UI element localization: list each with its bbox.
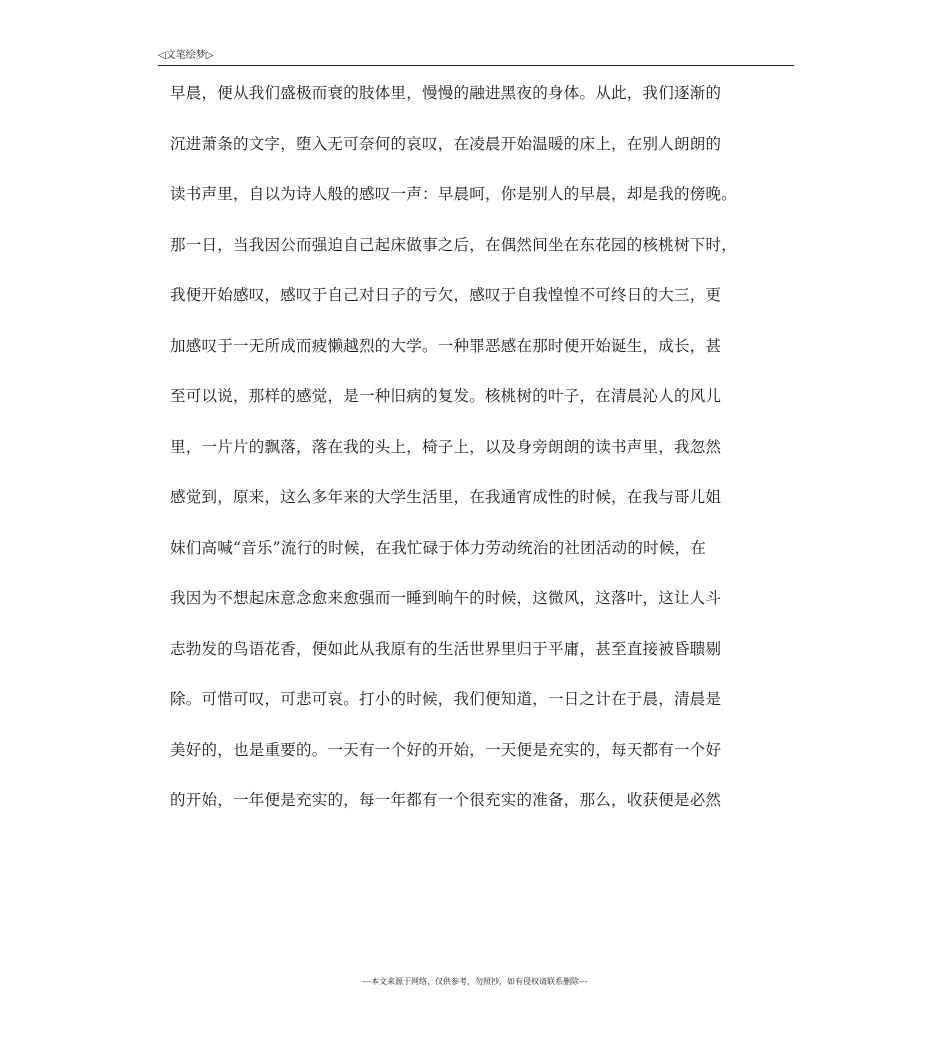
text-line: 里，一片片的飘落，落在我的头上，椅子上，以及身旁朗朗的读书声里，我忽然 (170, 437, 722, 456)
text-line: 我因为不想起床意念愈来愈强而一睡到晌午的时候，这微风，这落叶，这让人斗 (170, 589, 722, 607)
page-footer: ---本文来源于网络，仅供参考，勿照抄，如有侵权请联系删除--- (362, 977, 588, 986)
body-text (170, 80, 785, 838)
text-line: 的开始，一年便是充实的，每一年都有一个很充实的准备，那么，收获便是必然 (170, 791, 722, 809)
page-header (158, 50, 794, 68)
text-line: 妹们高喊“音乐”流行的时候，在我忙碌于体力劳动统治的社团活动的时候，在 (170, 538, 707, 557)
text-line: 读书声里，自以为诗人般的感叹一声：早晨呵，你是别人的早晨，却是我的傍晚。 (170, 185, 738, 203)
header-mark: ◁文笔绘梦▷ (158, 50, 214, 61)
text-line: 我便开始感叹，感叹于自己对日子的亏欠，感叹于自我惶惶不可终日的大三，更 (170, 286, 722, 304)
text-line: 感觉到，原来，这么多年来的大学生活里，在我通宵成性的时候，在我与哥儿姐 (170, 488, 722, 506)
text-line: 美好的，也是重要的。一天有一个好的开始，一天便是充实的，每天都有一个好 (170, 740, 722, 759)
header-rule (158, 65, 794, 66)
text-line: 那一日，当我因公而强迫自己起床做事之后，在偶然间坐在东花园的核桃树下时， (170, 235, 738, 254)
text-line: 沉进萧条的文字，堕入无可奈何的哀叹，在凌晨开始温暖的床上，在别人朗朗的 (170, 134, 722, 153)
text-line: 加感叹于一无所成而疲懒越烈的大学。一种罪恶感在那时便开始诞生，成长，甚 (170, 336, 722, 355)
text-line: 早晨，便从我们盛极而衰的肢体里，慢慢的融进黑夜的身体。从此，我们逐渐的 (170, 84, 722, 102)
text-line: 除。可惜可叹，可悲可哀。打小的时候，我们便知道，一日之计在于晨，清晨是 (170, 690, 722, 708)
text-line: 至可以说，那样的感觉，是一种旧病的复发。核桃树的叶子，在清晨沁人的风儿 (170, 387, 722, 405)
text-line: 志勃发的鸟语花香，便如此从我原有的生活世界里归于平庸，甚至直接被昏聩剔 (170, 639, 722, 658)
